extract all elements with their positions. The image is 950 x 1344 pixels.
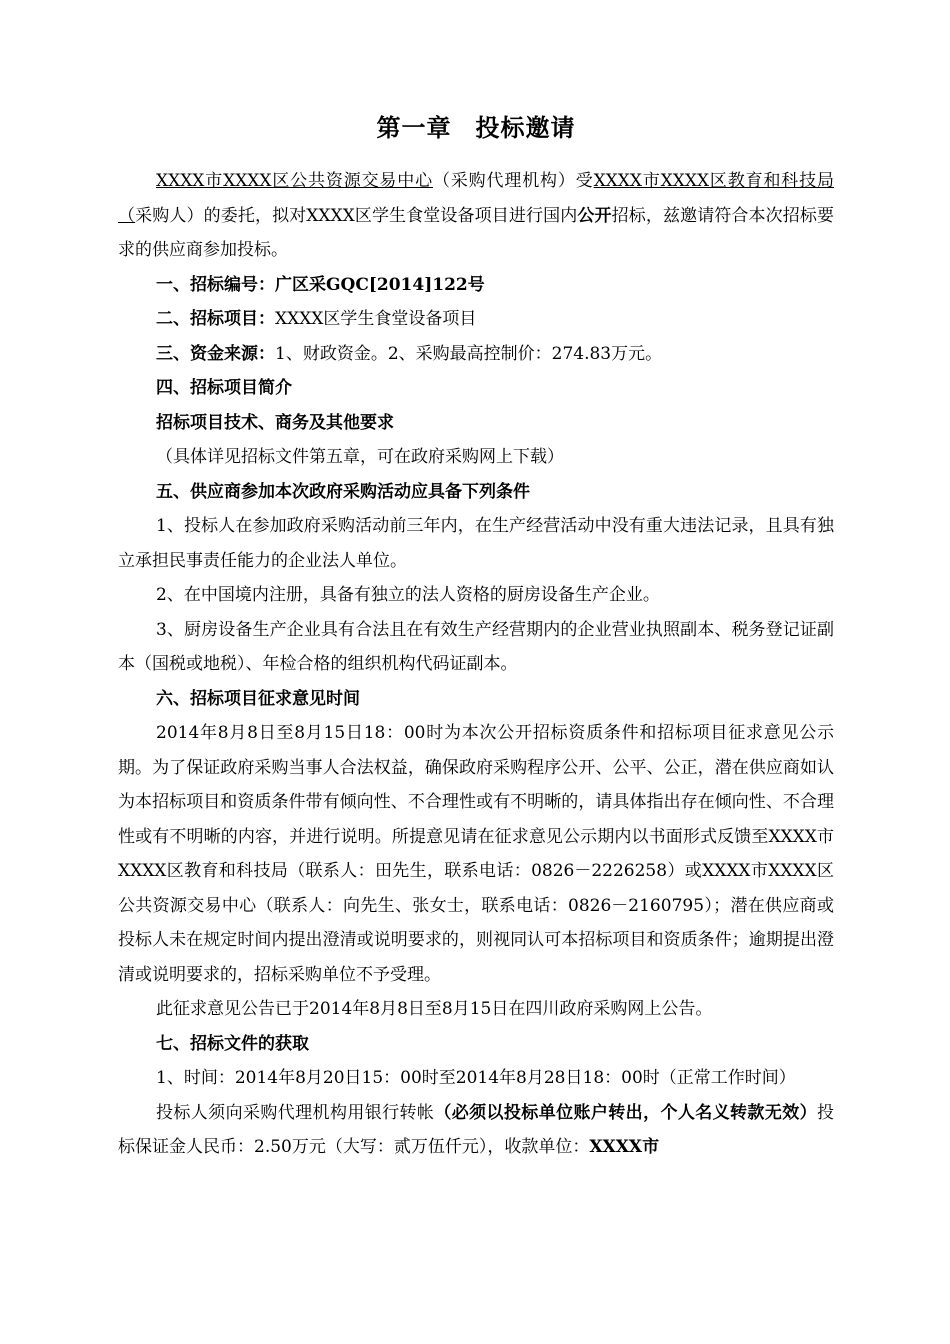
section-6-paragraph-1: 2014年8月8日至8月15日18：00时为本次公开招标资质条件和招标项目征求意见公示期。为了保证政府采购当事人合法权益，确保政府采购程序公开、公平、公正，潜在供应商如认为本招标项目和资质条件带有倾向性、不合理性或有不明晰的，请具体指出存在倾向性、不合理性或有不明晰的内容，并进行说明。所提意见请在征求意见公示期内以书面形式反馈至XXXX市XXXX区教育和科技局（联系人：田先生，联系电话：0826－2226258）或XXXX市XXXX区公共资源交易中心（联系人：向先生、张女士，联系电话：0826－2160795）；潜在供应商或投标人未在规定时间内提出澄清或说明要求的，则视同认可本招标项目和资质条件；逾期提出澄清或说明要求的，招标采购单位不予受理。 [118,723,834,985]
section-1-label: 一、招标编号： [156,274,275,295]
section-5-heading: 五、供应商参加本次政府采购活动应具备下列条件 [156,481,530,502]
section-6-heading: 六、招标项目征求意见时间 [156,688,360,709]
section-5-item-2: 2、在中国境内注册，具备有独立的法人资格的厨房设备生产企业。 [156,585,660,605]
section-5-item-3: 3、厨房设备生产企业具有合法且在有效生产经营期内的企业营业执照副本、税务登记证副本（国税或地税）、年检合格的组织机构代码证副本。 [118,619,834,674]
section-2-tender-project [118,302,834,337]
section-3-label: 三、资金来源： [156,343,275,364]
section-2-label: 二、招标项目： [156,309,275,329]
section-4-subheading: 招标项目技术、商务及其他要求 [156,412,394,433]
intro-paragraph [118,164,834,268]
section-7-payment [118,1096,834,1165]
intro-text-2: 采购人）的委托，拟对XXXX区学生食堂设备项目进行国内 [135,205,578,226]
payment-recipient: XXXX市 [589,1137,660,1157]
open-tender-word: 公开 [577,205,612,226]
payment-warning: （必须以投标单位账户转出，个人名义转款无效） [434,1102,818,1123]
purchaser-name: XXXX市XXXX区教育和科技局（ [118,171,835,226]
intro-text-3: 招标，兹邀请符合本次招标要求的供应商参加投标。 [118,205,835,260]
section-4-note: （具体详见招标文件第五章，可在政府采购网上下载） [156,447,564,467]
section-1-tender-number [118,268,834,303]
section-3-fund-source [118,337,834,372]
chapter-number: 第一章 [376,113,452,142]
section-7-time: 1、时间：2014年8月20日15：00时至2014年8月28日18：00时（正常工作时间） [156,1068,796,1088]
section-7-heading: 七、招标文件的获取 [156,1033,309,1054]
chapter-name: 投标邀请 [475,113,576,142]
agency-name: XXXX市XXXX区公共资源交易中心 [156,171,433,191]
intro-text-1: （采购代理机构）受 [432,171,594,191]
section-2-value: XXXX区学生食堂设备项目 [275,309,477,329]
payment-text-1: 投标人须向采购代理机构用银行转帐 [156,1102,435,1123]
section-3-value: 1、财政资金。2、采购最高控制价：274.83万元。 [275,343,663,364]
section-1-value: 广区采GQC[2014]122号 [275,274,485,295]
section-5-item-1: 1、投标人在参加政府采购活动前三年内，在生产经营活动中没有重大违法记录，且具有独立承担民事责任能力的企业法人单位。 [118,516,834,571]
document-page [118,110,834,1165]
payment-text-2: 投标保证金人民币：2.50万元（大写：贰万伍仟元），收款单位： [118,1102,835,1157]
section-6-paragraph-2: 此征求意见公告已于2014年8月8日至8月15日在四川政府采购网上公告。 [156,999,713,1019]
section-4-heading: 四、招标项目简介 [156,378,292,398]
chapter-title [118,110,834,146]
